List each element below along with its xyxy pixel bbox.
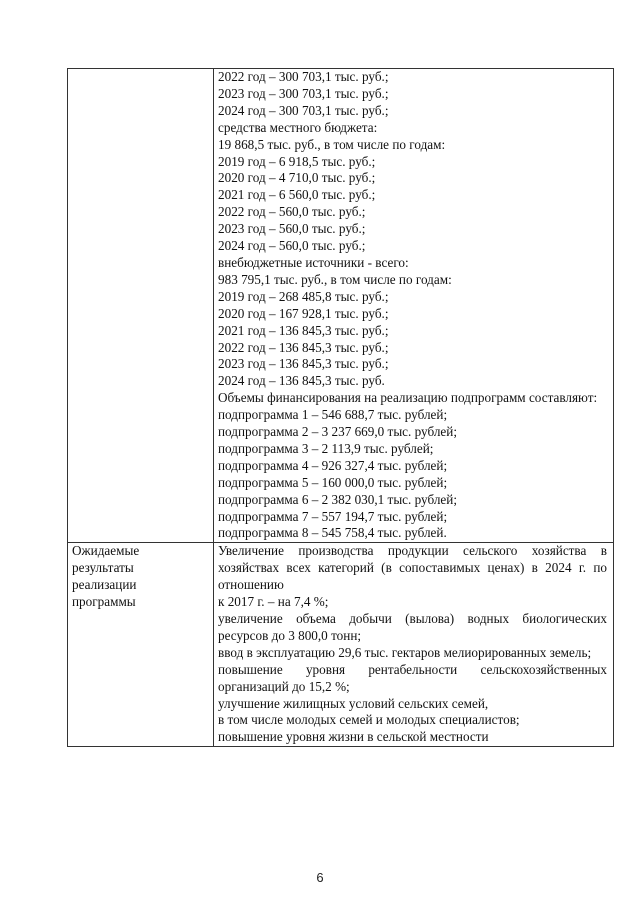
funding-line: 2024 год – 560,0 тыс. руб.; [218,238,366,254]
funding-line: 983 795,1 тыс. руб., в том числе по годам: [218,271,452,287]
funding-line: 2023 год – 560,0 тыс. руб.; [218,221,366,237]
funding-line: 2022 год – 300 703,1 тыс. руб.; [218,69,389,84]
result-item: к 2017 г. – на 7,4 %; [218,594,329,610]
funding-line: внебюджетные источники - всего: [218,254,409,270]
subprogram-line: подпрограмма 6 – 2 382 030,1 тыс. рублей; [218,491,457,507]
result-item: увеличение объема добычи (вылова) водных биологических ресурсов до 3 800,0 тонн; [218,611,607,643]
subprogram-line: подпрограмма 2 – 3 237 669,0 тыс. рублей; [218,424,457,440]
subprogram-line: подпрограмма 7 – 557 194,7 тыс. рублей; [218,508,448,524]
funding-line: средства местного бюджета: [218,119,378,135]
funding-line: 2019 год – 6 918,5 тыс. руб.; [218,153,376,169]
funding-line: 2019 год – 268 485,8 тыс. руб.; [218,288,389,304]
result-item: повышение уровня рентабельности сельскохозяйственных организаций до 15,2 %; [218,661,607,694]
page-number: 6 [316,870,324,885]
result-item: Увеличение производства продукции сельского хозяйства в хозяйствах всех категорий (в сопоставимых ценах) в 2024 г. по отношению [218,543,607,593]
results-value-cell [214,543,614,747]
results-label-line: Ожидаемые [72,543,140,559]
subprogram-line: подпрограмма 8 – 545 758,4 тыс. рублей. [218,525,447,541]
results-row [68,543,614,747]
results-label-cell [68,543,214,747]
results-label-line: программы [72,594,136,610]
funding-line: 2020 год – 4 710,0 тыс. руб.; [218,170,376,186]
funding-line: 2023 год – 300 703,1 тыс. руб.; [218,85,389,101]
funding-line: 2022 год – 560,0 тыс. руб.; [218,204,366,220]
funding-line: 2023 год – 136 845,3 тыс. руб.; [218,356,389,372]
funding-line: 19 868,5 тыс. руб., в том числе по годам: [218,136,446,152]
results-label-line: результаты [72,560,134,576]
funding-line: 2024 год – 136 845,3 тыс. руб. [218,373,385,389]
subprogram-line: подпрограмма 3 – 2 113,9 тыс. рублей; [218,440,434,456]
funding-line: 2020 год – 167 928,1 тыс. руб.; [218,305,389,321]
subprograms-intro: Объемы финансирования на реализацию подпрограмм составляют: [218,390,598,406]
subprogram-line: подпрограмма 1 – 546 688,7 тыс. рублей; [218,407,448,423]
subprogram-line: подпрограмма 4 – 926 327,4 тыс. рублей; [218,457,448,473]
funding-line: 2024 год – 300 703,1 тыс. руб.; [218,102,389,118]
funding-line: 2022 год – 136 845,3 тыс. руб.; [218,339,389,355]
funding-line: 2021 год – 6 560,0 тыс. руб.; [218,187,376,203]
result-item: улучшение жилищных условий сельских семей, [218,695,489,711]
result-item: ввод в эксплуатацию 29,6 тыс. гектаров мелиорированных земель; [218,644,592,660]
funding-label-cell [68,69,214,543]
result-item: в том числе молодых семей и молодых специалистов; [218,712,520,728]
funding-value-cell [214,69,614,543]
program-passport-table [67,68,614,747]
funding-row [68,69,614,543]
result-item: повышение уровня жизни в сельской местности [218,729,489,745]
results-label-line: реализации [72,577,137,593]
subprogram-line: подпрограмма 5 – 160 000,0 тыс. рублей; [218,474,448,490]
funding-line: 2021 год – 136 845,3 тыс. руб.; [218,322,389,338]
